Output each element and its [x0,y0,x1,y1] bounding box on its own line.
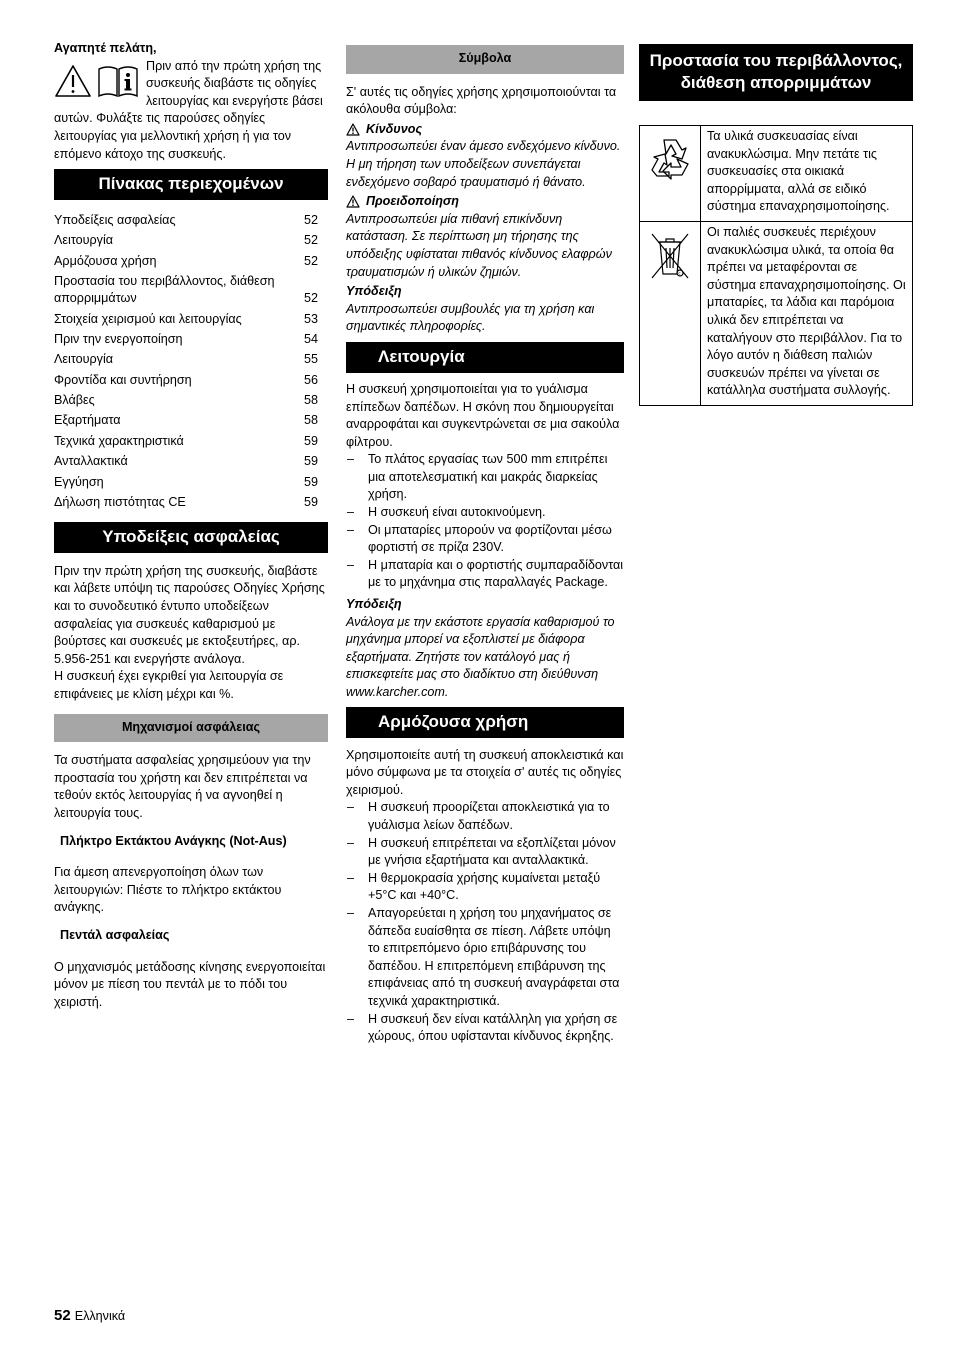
list-item: – Η συσκευή δεν είναι κατάλληλη για χρήση σε χώρους, όπου υφίστανται κίνδυνος έκρηξης. [346,1011,624,1046]
safety-heading: Υποδείξεις ασφαλείας [54,522,328,553]
note2-label: Υπόδειξη [346,597,402,612]
note-text: Αντιπροσωπεύει συμβουλές για τη χρήση και σημαντικές πληροφορίες. [346,301,595,334]
emergency-stop-text: Για άμεση απενεργοποίηση όλων των λειτουργιών: Πιέστε το πλήκτρο εκτάκτου ανάγκης. [54,865,282,915]
toc-entry-label: Λειτουργία [54,352,114,367]
symbols-intro: Σ' αυτές τις οδηγίες χρήσης χρησιμοποιούνται τα ακόλουθα σύμβολα: [346,84,617,117]
symbols-heading: Σύμβολα [346,45,624,74]
intro-block [54,58,328,164]
toc-row [54,472,328,492]
toc-row [54,271,328,309]
toc-entry-page: 52 [303,253,318,268]
safety-pedal-text: Ο μηχανισμός μετάδοσης κίνησης ενεργοποιείται μόνον με πίεση του πεντάλ με το πόδι του χειριστή. [54,959,326,1009]
toc-row [54,492,328,512]
toc-row [54,411,328,431]
toc-entry-label: Φροντίδα και συντήρηση [54,372,192,387]
toc-entry-label: Πριν την ενεργοποίηση [54,331,183,346]
toc-entry-label: Λειτουργία [54,233,114,248]
toc-entry-page: 56 [303,372,318,387]
list-item: – Οι μπαταρίες μπορούν να φορτίζονται μέσω φορτιστή σε πρίζα 230V. [346,522,624,557]
toc-entry-label: Αρμόζουσα χρήση [54,253,157,268]
toc-entry-label: Προστασία του περιβάλλοντος, διάθεση απορριμμάτων [54,273,275,306]
read-manual-icon [96,64,140,98]
list-item: – Η συσκευή προορίζεται αποκλειστικά για το γυάλισμα λείων δαπέδων. [346,799,624,834]
toc-row [54,350,328,370]
toc-entry-page: 54 [303,331,318,346]
danger-label [346,121,624,139]
toc-row [54,329,328,349]
table-cell-text: Οι παλιές συσκευές περιέχουν ανακυκλώσιμα υλικά, τα οποία θα πρέπει να μεταφέρονται σε σύστημα επαναχρησιμοποίησης. Οι μπαταρίες, τα λάδια και παρόμοια υλικά δεν επιτρέπεται να καταλήγουν στο περιβάλλον. Για το λόγο αυτόν η διάθεση παλιών συσκευών πρέπει να γίνεται σε κατάλληλα συστήματα συλλογής. [701,221,913,405]
list-item: – Η θερμοκρασία χρήσης κυμαίνεται μεταξύ +5°C και +40°C. [346,870,624,905]
list-item: – Η μπαταρία και ο φορτιστής συμπαραδίδονται με το μηχάνημα στις παραλλαγές Package. [346,557,624,592]
toc-entry-page: 52 [303,212,318,227]
warning-triangle-icon [346,195,360,208]
toc-entry-label: Υποδείξεις ασφαλείας [54,212,176,227]
function-heading: Λειτουργία [346,342,624,373]
toc-entry-page: 59 [303,474,318,489]
toc-entry-page: 52 [303,291,318,306]
toc-entry-page: 58 [303,413,318,428]
safety-pedal-heading: Πεντάλ ασφαλείας [60,927,170,942]
proper-use-list [346,799,624,1045]
toc-entry-label: Εξαρτήματα [54,413,121,428]
page-footer [54,1307,125,1326]
toc-row [54,309,328,329]
toc-row [54,452,328,472]
table-cell-icon [640,221,701,405]
recycle-icon [644,132,696,184]
table-row [640,126,913,222]
footer-language: Ελληνικά [74,1309,126,1323]
proper-use-text: Χρησιμοποιείτε αυτή τη συσκευή αποκλειστικά και μόνο σύμφωνα με τα στοιχεία σ' αυτές τις οδηγίες χειρισμού. [346,747,624,797]
toc-row [54,390,328,410]
danger-text: Αντιπροσωπεύει έναν άμεσο ενδεχόμενο κίνδυνο. Η μη τήρηση των υποδείξεων συνεπάγεται ενδεχόμενο σοβαρό τραυματισμό ή θάνατο. [346,139,621,189]
toc-entry-label: Ανταλλακτικά [54,454,128,469]
column-left [54,40,328,1011]
list-item: – Απαγορεύεται η χρήση του μηχανήματος σε δάπεδα ευαίσθητα σε πίεση. Λάβετε υπόψη το επιτρεπόμενο όριο επιβάρυνσης του δαπέδου. Η επιτρεπόμενη επιβάρυνση της επιφάνειας από τη συσκευή αναγράφεται στα τεχνικά χαρακτηριστικά. [346,905,624,1011]
safety-paragraph-1: Πριν την πρώτη χρήση της συσκευής, διαβάστε και λάβετε υπόψη τις παρούσες Οδηγίες Χρήσης και το συνοδευτικό έντυπο υποδείξεων ασφαλείας για συσκευές καθαρισμού με βούρτσες και συσκευές με εκτοξευτήρες, αρ. 5.956-251 και ενεργήστε ανάλογα. [54,563,325,666]
emergency-stop-heading: Πλήκτρο Εκτάκτου Ανάγκης (Not-Aus) [60,833,287,848]
toc-row [54,431,328,451]
warning-label [346,193,624,211]
list-item: – Το πλάτος εργασίας των 500 mm επιτρέπει μια αποτελεσματική και μακράς διαρκείας χρήση. [346,451,624,504]
toc-entry-page: 55 [303,352,318,367]
toc-entry-page: 59 [303,454,318,469]
warning-label-text: Προειδοποίηση [366,194,459,209]
greeting: Αγαπητέ πελάτη, [54,41,157,55]
toc-entry-page: 58 [303,393,318,408]
intro-icons [54,64,140,98]
list-item: – Η συσκευή επιτρέπεται να εξοπλίζεται μόνον με γνήσια εξαρτήματα και ανταλλακτικά. [346,835,624,870]
warning-text: Αντιπροσωπεύει μία πιθανή επικίνδυνη κατάσταση. Σε περίπτωση μη τήρησης της υπόδειξης υφίσταται πιθανός κίνδυνος ελαφρών τραυματισμών ή υλικών ζημιών. [346,211,612,279]
environment-table [639,125,913,406]
page-number: 52 [54,1307,71,1324]
danger-label-text: Κίνδυνος [366,121,423,136]
intro-text: Πριν από την πρώτη χρήση της συσκευής διαβάστε τις οδηγίες λειτουργίας και ενεργήστε βάσει αυτών. Φυλάξτε τις παρούσες οδηγίες λειτουργίας για μελλοντική χρήση ή για τον επόμενο κάτοχο της συσκευής. [54,58,323,161]
toc-row [54,251,328,271]
environment-heading: Προστασία του περιβάλλοντος, διάθεση απορριμμάτων [639,44,913,101]
function-text: Η συσκευή χρησιμοποιείται για το γυάλισμα επίπεδων δαπέδων. Η σκόνη που δημιουργείται αναρροφάται και συγκεντρώνεται σε μια σακούλα φίλτρου. [346,381,620,449]
toc-entry-label: Εγγύηση [54,474,104,489]
safety-paragraph-2: Η συσκευή έχει εγκριθεί για λειτουργία σε επιφάνειες με κλίση μέχρι και %. [54,669,284,701]
note2-text: Ανάλογα με την εκάστοτε εργασία καθαρισμού το μηχάνημα μπορεί να εξοπλιστεί με διάφορα εξαρτήματα. Ζητήστε τον κατάλογό μας ή επισκεφτείτε μας στο διαδίκτυο στη διεύθυνση www.karcher.com. [346,614,615,699]
toc-entry-page: 53 [303,311,318,326]
column-right [639,40,913,406]
table-row [640,221,913,405]
function-list [346,451,624,592]
crossed-bin-icon [644,228,696,284]
note-label: Υπόδειξη [346,284,402,299]
toc-row [54,210,328,230]
safety-mechanisms-text: Τα συστήματα ασφαλείας χρησιμεύουν για την προστασία του χρήστη και δεν επιτρέπεται να τεθούν εκτός λειτουργίας ή να αγνοηθεί η λειτουργία τους. [54,753,311,820]
warning-triangle-icon [54,64,92,98]
warning-triangle-icon [346,123,360,136]
table-cell-icon [640,126,701,222]
table-of-contents [54,210,328,513]
column-middle [346,40,624,1046]
toc-row [54,231,328,251]
toc-heading: Πίνακας περιεχομένων [54,169,328,200]
svg-text:c: c [678,270,681,276]
toc-entry-page: 59 [303,433,318,448]
table-cell-text: Τα υλικά συσκευασίας είναι ανακυκλώσιμα. Μην πετάτε τις συσκευασίες στα οικιακά απορρίμματα, αλλά σε ειδικό σύστημα επαναχρησιμοποίησης. [701,126,913,222]
toc-entry-page: 59 [303,495,318,510]
toc-entry-label: Τεχνικά χαρακτηριστικά [54,433,184,448]
safety-mechanisms-heading: Μηχανισμοί ασφάλειας [54,714,328,743]
toc-entry-label: Στοιχεία χειρισμού και λειτουργίας [54,311,242,326]
proper-use-heading: Αρμόζουσα χρήση [346,707,624,738]
toc-entry-label: Δήλωση πιστότητας CE [54,495,186,510]
toc-row [54,370,328,390]
toc-entry-label: Βλάβες [54,393,95,408]
list-item: – Η συσκευή είναι αυτοκινούμενη. [346,504,624,522]
toc-entry-page: 52 [303,233,318,248]
